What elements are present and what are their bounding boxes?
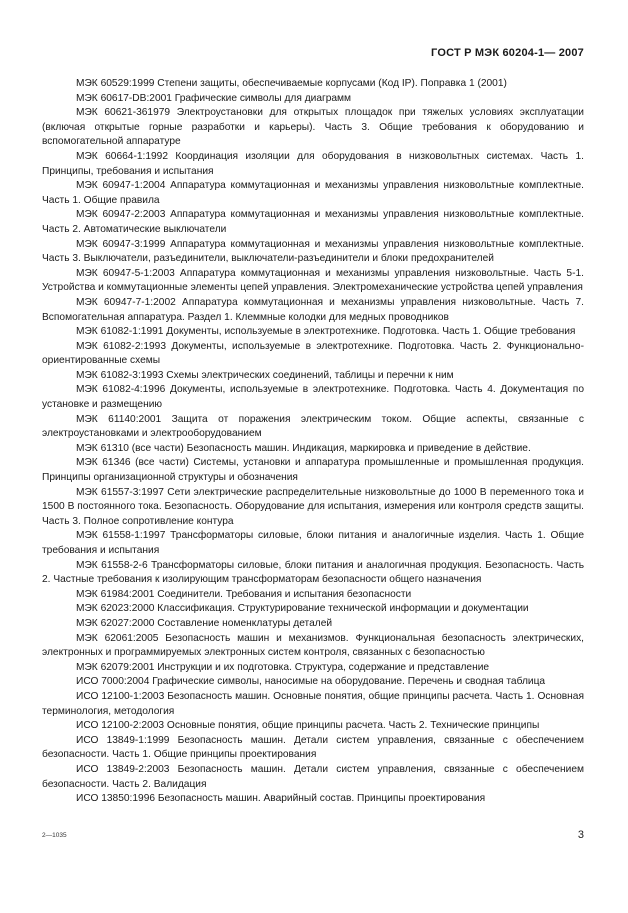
page-number: 3 [577, 829, 584, 841]
reference-item: ИСО 13849-1:1999 Безопасность машин. Детали систем управления, связанные с обеспечением безопасности. Часть 1. Общие принципы проектирования [42, 734, 584, 761]
reference-item: МЭК 61310 (все части) Безопасность машин. Индикация, маркировка и приведение в действие. [76, 442, 531, 454]
reference-item: МЭК 61082-1:1991 Документы, используемые в электротехнике. Подготовка. Часть 1. Общие требования [76, 326, 576, 338]
reference-item: МЭК 61082-4:1996 Документы, используемые в электротехнике. Подготовка. Часть 4. Документация по установке и размещению [42, 384, 584, 411]
reference-item: ИСО 12100-1:2003 Безопасность машин. Основные понятия, общие принципы расчета. Часть 1. Основная терминология, методология [42, 690, 584, 717]
reference-item: МЭК 60947-1:2004 Аппаратура коммутационная и механизмы управления низковольтные комплектные. Часть 1. Общие правила [42, 180, 584, 206]
reference-item: МЭК 62079:2001 Инструкции и их подготовка. Структура, содержание и представление [76, 661, 490, 673]
reference-item: МЭК 60947-2:2003 Аппаратура коммутационная и механизмы управления низковольтные комплектные. Часть 2. Автоматические выключатели [42, 209, 584, 235]
reference-item: ИСО 12100-2:2003 Основные понятия, общие принципы расчета. Часть 2. Технические принципы [76, 720, 540, 732]
reference-item: МЭК 61558-1:1997 Трансформаторы силовые, блоки питания и аналогичные изделия. Часть 1. Общие требования и испытания [42, 530, 584, 556]
reference-item: МЭК 60529:1999 Степени защиты, обеспечиваемые корпусами (Код IP). Поправка 1 (2001) [76, 78, 507, 89]
reference-item: МЭК 61557-3:1997 Сети электрические распределительные низковольтные до 1000 В переменного тока и 1500 В постоянного тока. Безопасность. Оборудование для испытания, измерения или контроля средств защиты. Часть 3. Полное сопротивление контура [42, 486, 584, 527]
reference-item: МЭК 60664-1:1992 Координация изоляции для оборудования в низковольтных системах. Часть 1. Принципы, требования и испытания [42, 150, 584, 177]
reference-item: ИСО 7000:2004 Графические символы, наносимые на оборудование. Перечень и сводная таблица [76, 676, 546, 688]
reference-item: МЭК 61558-2-6 Трансформаторы силовые, блоки питания и аналогичная продукция. Безопасность. Часть 2. Частные требования к изолирующим трансформаторам безопасности общего назначения [42, 559, 584, 586]
standard-code-header: ГОСТ Р МЭК 60204-1— 2007 [431, 47, 584, 59]
reference-item: МЭК 61082-3:1993 Схемы электрических соединений, таблицы и перечни к ним [76, 369, 454, 381]
reference-item: МЭК 62061:2005 Безопасность машин и механизмов. Функциональная безопасность электрических, электронных и программируемых электронных систем контроля, связанных с безопасностью [42, 632, 584, 659]
reference-item: ИСО 13849-2:2003 Безопасность машин. Детали систем управления, связанные с обеспечением безопасности. Часть 2. Валидация [42, 763, 584, 790]
reference-item: МЭК 60947-5-1:2003 Аппаратура коммутационная и механизмы управления низковольтные. Часть 5-1. Устройства и коммутационные элементы цепей управления. Электромеханические устройства цепей управления [42, 267, 584, 294]
reference-item: МЭК 61140:2001 Защита от поражения электрическим током. Общие аспекты, связанные с электроустановками и электрооборудованием [42, 413, 584, 440]
reference-item: МЭК 60617-DB:2001 Графические символы для диаграмм [76, 92, 352, 104]
reference-item: ИСО 13850:1996 Безопасность машин. Аварийный состав. Принципы проектирования [76, 793, 486, 805]
reference-item: МЭК 60947-3:1999 Аппаратура коммутационная и механизмы управления низковольтные комплектные. Часть 3. Выключатели, разъединители, выключатели-разъединители и блоки предохранителей [42, 238, 584, 265]
reference-item: МЭК 62023:2000 Классификация. Структурирование технической информации и документации [76, 603, 529, 615]
reference-item: МЭК 61984:2001 Соединители. Требования и испытания безопасности [76, 588, 412, 600]
reference-item: МЭК 61082-2:1993 Документы, используемые в электротехнике. Подготовка. Часть 2. Функционально-ориентированные схемы [42, 340, 584, 367]
print-code: 2—1035 [42, 832, 67, 839]
reference-item: МЭК 61346 (все части) Системы, установки и аппаратура промышленные и промышленная продукция. Принципы организационной структуры и обозначения [42, 457, 584, 484]
reference-item: МЭК 62027:2000 Составление номенклатуры деталей [76, 617, 333, 629]
reference-item: МЭК 60621-361979 Электроустановки для открытых площадок при тяжелых условиях эксплуатации (включая открытые горные разработки и карьеры). Часть 3. Общие требования к оборудованию и вспомогательной аппаратуре [42, 107, 584, 148]
reference-item: МЭК 60947-7-1:2002 Аппаратура коммутационная и механизмы управления низковольтные. Часть 7. Вспомогательная аппаратура. Раздел 1. Клеммные колодки для медных проводников [42, 296, 584, 323]
normative-references-list [42, 77, 584, 807]
